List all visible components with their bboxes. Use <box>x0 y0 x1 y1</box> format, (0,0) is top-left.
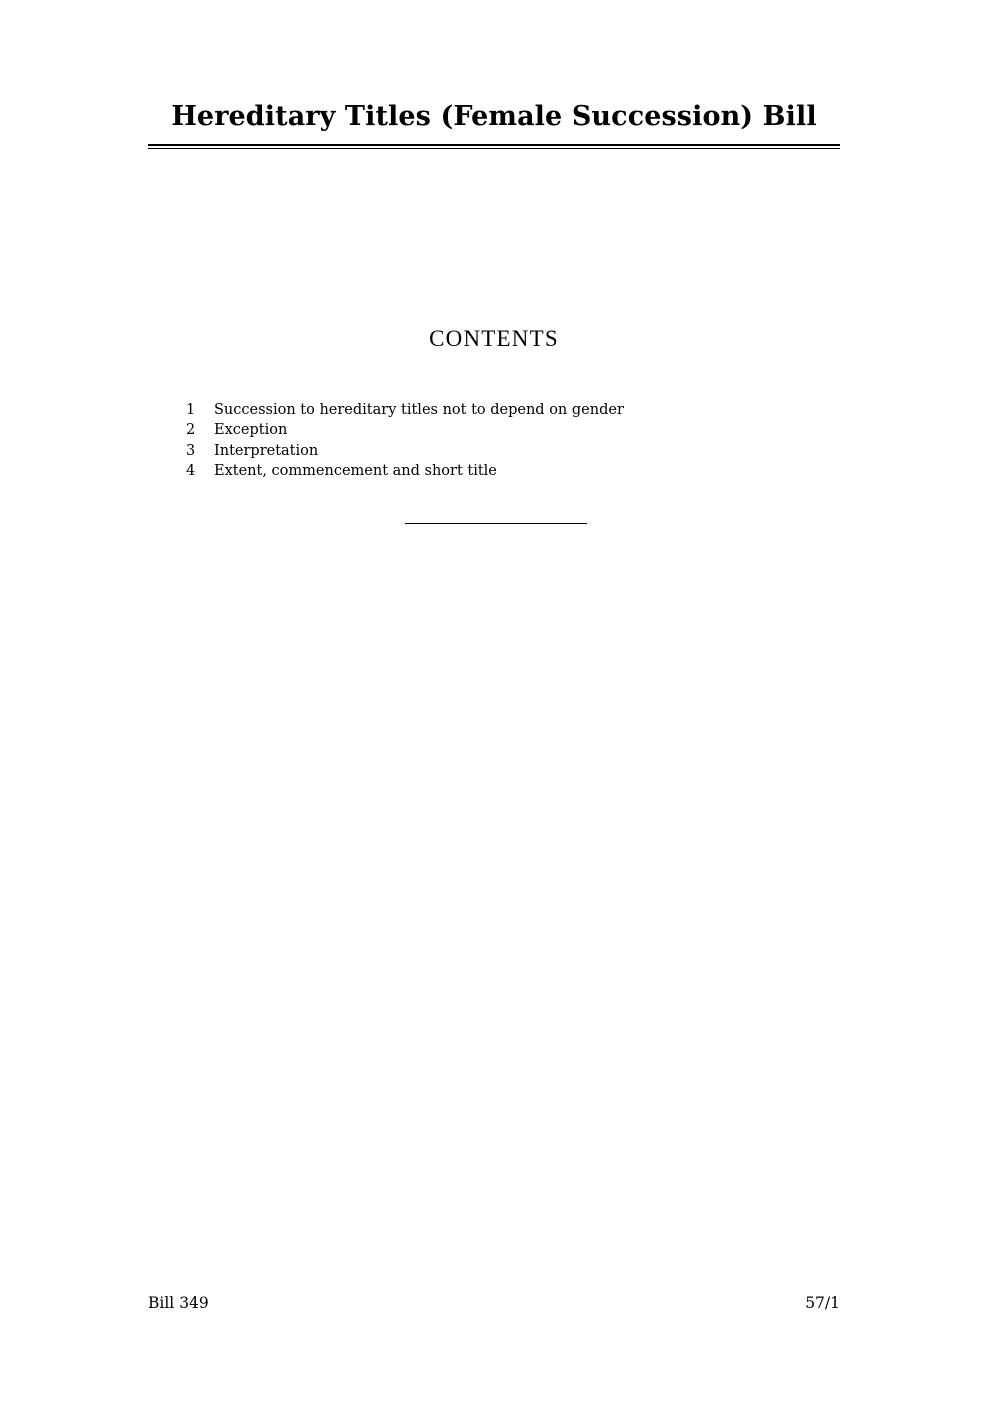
title-rule-thin <box>148 148 840 149</box>
list-item[interactable] <box>186 441 826 461</box>
toc-item-number: 1 <box>186 402 196 418</box>
contents-heading: CONTENTS <box>429 326 559 351</box>
list-item[interactable] <box>186 400 826 420</box>
title-rule-thick <box>148 144 840 146</box>
table-of-contents <box>186 400 826 481</box>
footer-bill-number: Bill 349 <box>148 1294 209 1312</box>
toc-item-number: 4 <box>186 462 196 479</box>
page-footer <box>148 1293 840 1313</box>
toc-item-label: Interpretation <box>214 442 319 459</box>
list-item[interactable] <box>186 420 826 440</box>
footer-session-number: 57/1 <box>805 1294 840 1312</box>
page-title: Hereditary Titles (Female Succession) Bill <box>171 101 817 132</box>
toc-item-label: Exception <box>214 422 288 439</box>
toc-item-number: 3 <box>186 442 196 459</box>
toc-item-label: Extent, commencement and short title <box>214 462 497 479</box>
toc-item-number: 2 <box>186 422 196 439</box>
title-block <box>148 100 840 149</box>
section-divider <box>405 523 587 524</box>
toc-item-label: Succession to hereditary titles not to depend on gender <box>214 402 624 418</box>
list-item[interactable] <box>186 461 826 481</box>
